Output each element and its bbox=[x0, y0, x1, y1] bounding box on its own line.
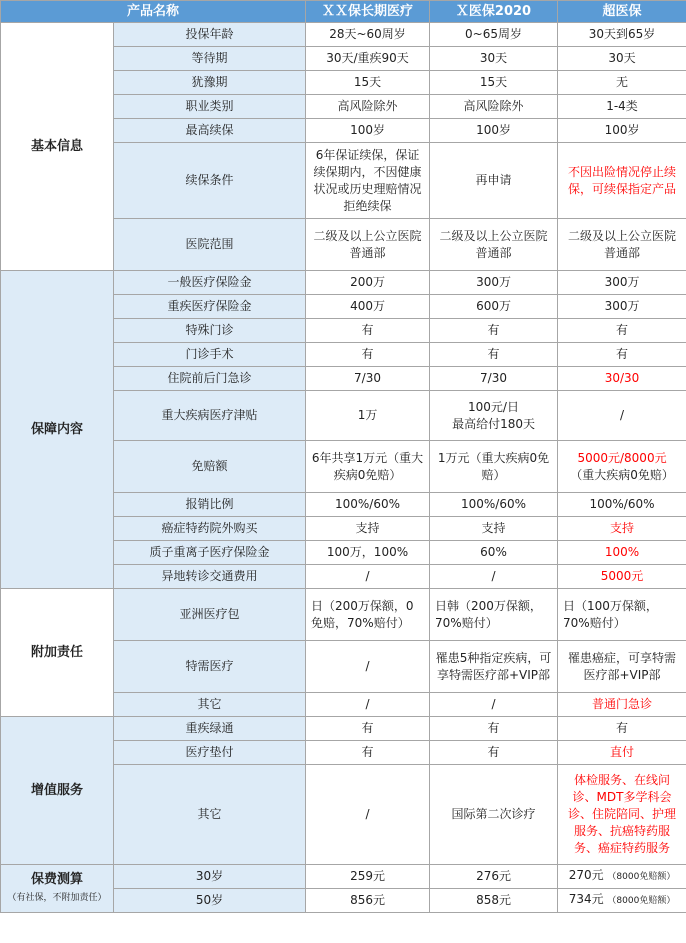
table-row bbox=[1, 717, 686, 741]
row-label: 异地转诊交通费用 bbox=[114, 565, 306, 589]
cell: 28天~60周岁 bbox=[306, 23, 430, 47]
cell: 6年共享1万元（重大疾病0免赔） bbox=[306, 441, 430, 493]
cell: 276元 bbox=[430, 865, 558, 889]
cell: 罹患5种指定疾病，可享特需医疗部+VIP部 bbox=[430, 641, 558, 693]
cell: 300万 bbox=[430, 271, 558, 295]
premium-title: 保费测算 bbox=[30, 871, 83, 887]
cell: 日韩（200万保额，70%赔付） bbox=[430, 589, 558, 641]
category-value-added: 增值服务 bbox=[1, 717, 114, 865]
cell: 15天 bbox=[430, 71, 558, 95]
cell: 259元 bbox=[306, 865, 430, 889]
cell: 高风险除外 bbox=[430, 95, 558, 119]
row-label: 门诊手术 bbox=[114, 343, 306, 367]
cell: 300万 bbox=[558, 295, 686, 319]
cell: 100岁 bbox=[430, 119, 558, 143]
cell: 856元 bbox=[306, 889, 430, 913]
cell: 1万 bbox=[306, 391, 430, 441]
cell: 858元 bbox=[430, 889, 558, 913]
cell bbox=[558, 441, 686, 493]
cell: 6年保证续保，保证续保期内，不因健康状况或历史理赔情况拒绝续保 bbox=[306, 143, 430, 219]
cell: 100%/60% bbox=[306, 493, 430, 517]
cell: / bbox=[306, 641, 430, 693]
cell: 30天 bbox=[558, 47, 686, 71]
cell: 30天到65岁 bbox=[558, 23, 686, 47]
cell: 100%/60% bbox=[430, 493, 558, 517]
cell: 30天 bbox=[430, 47, 558, 71]
cell: 再申请 bbox=[430, 143, 558, 219]
table-row bbox=[1, 589, 686, 641]
cell bbox=[558, 889, 686, 913]
row-label: 医院范围 bbox=[114, 219, 306, 271]
row-label: 最高续保 bbox=[114, 119, 306, 143]
cell-highlight: 5000元 bbox=[558, 565, 686, 589]
category-additional: 附加责任 bbox=[1, 589, 114, 717]
row-label: 50岁 bbox=[114, 889, 306, 913]
row-label: 住院前后门急诊 bbox=[114, 367, 306, 391]
cell: 100岁 bbox=[306, 119, 430, 143]
cell: 有 bbox=[306, 717, 430, 741]
cell: 1-4类 bbox=[558, 95, 686, 119]
cell-highlight: 100% bbox=[558, 541, 686, 565]
cell: 100元/日 最高给付180天 bbox=[430, 391, 558, 441]
cell: 100岁 bbox=[558, 119, 686, 143]
cell-highlight: 直付 bbox=[558, 741, 686, 765]
cell: / bbox=[430, 693, 558, 717]
table-row bbox=[1, 23, 686, 47]
cell: 200万 bbox=[306, 271, 430, 295]
deductible-note: （重大疾病0免赔） bbox=[570, 467, 674, 482]
cell: 日（200万保额，0免赔，70%赔付） bbox=[306, 589, 430, 641]
row-label: 报销比例 bbox=[114, 493, 306, 517]
premium-note: （有社保，不附加责任） bbox=[7, 892, 107, 903]
row-label: 其它 bbox=[114, 765, 306, 865]
table-row bbox=[1, 865, 686, 889]
deductible-highlight: 5000元/8000元 bbox=[577, 450, 667, 465]
cell: 有 bbox=[430, 343, 558, 367]
row-label: 医疗垫付 bbox=[114, 741, 306, 765]
cell: 100万，100% bbox=[306, 541, 430, 565]
premium-value: 270元 bbox=[568, 868, 604, 882]
category-premium bbox=[1, 865, 114, 913]
cell: / bbox=[306, 693, 430, 717]
cell: 400万 bbox=[306, 295, 430, 319]
cell: 有 bbox=[306, 741, 430, 765]
cell: 有 bbox=[306, 319, 430, 343]
cell: 有 bbox=[558, 319, 686, 343]
category-basic: 基本信息 bbox=[1, 23, 114, 271]
cell: 二级及以上公立医院普通部 bbox=[430, 219, 558, 271]
cell-highlight: 30/30 bbox=[558, 367, 686, 391]
row-label: 重大疾病医疗津贴 bbox=[114, 391, 306, 441]
cell: 有 bbox=[558, 343, 686, 367]
cell: 国际第二次诊疗 bbox=[430, 765, 558, 865]
row-label: 一般医疗保险金 bbox=[114, 271, 306, 295]
cell: 二级及以上公立医院普通部 bbox=[306, 219, 430, 271]
header-row bbox=[1, 1, 686, 23]
cell-highlight: 支持 bbox=[558, 517, 686, 541]
row-label: 犹豫期 bbox=[114, 71, 306, 95]
row-label: 癌症特药院外购买 bbox=[114, 517, 306, 541]
row-label: 职业类别 bbox=[114, 95, 306, 119]
row-label: 重疾医疗保险金 bbox=[114, 295, 306, 319]
cell: 7/30 bbox=[430, 367, 558, 391]
cell-highlight: 不因出险情况停止续保，可续保指定产品 bbox=[558, 143, 686, 219]
premium-deductible-note: （8000免赔额） bbox=[607, 872, 676, 882]
row-label: 质子重离子医疗保险金 bbox=[114, 541, 306, 565]
cell: 有 bbox=[558, 717, 686, 741]
cell: / bbox=[306, 565, 430, 589]
cell: 600万 bbox=[430, 295, 558, 319]
cell-highlight: 体检服务、在线问诊、MDT多学科会诊、住院陪同、护理服务、抗癌特药服务、癌症特药服务 bbox=[558, 765, 686, 865]
row-label: 其它 bbox=[114, 693, 306, 717]
header-product-3: 超医保 bbox=[558, 1, 686, 23]
cell: / bbox=[558, 391, 686, 441]
row-label: 30岁 bbox=[114, 865, 306, 889]
row-label: 免赔额 bbox=[114, 441, 306, 493]
row-label: 重疾绿通 bbox=[114, 717, 306, 741]
row-label: 特需医疗 bbox=[114, 641, 306, 693]
cell: 有 bbox=[430, 717, 558, 741]
cell-highlight: 普通门急诊 bbox=[558, 693, 686, 717]
cell: 支持 bbox=[306, 517, 430, 541]
cell: 300万 bbox=[558, 271, 686, 295]
cell: 日（100万保额，70%赔付） bbox=[558, 589, 686, 641]
cell: / bbox=[306, 765, 430, 865]
cell: 有 bbox=[430, 741, 558, 765]
cell: 有 bbox=[306, 343, 430, 367]
row-label: 等待期 bbox=[114, 47, 306, 71]
header-product-name: 产品名称 bbox=[1, 1, 306, 23]
cell bbox=[558, 865, 686, 889]
premium-deductible-note: （8000免赔额） bbox=[607, 896, 676, 906]
cell: 高风险除外 bbox=[306, 95, 430, 119]
row-label: 续保条件 bbox=[114, 143, 306, 219]
header-product-2: Ｘ医保2020 bbox=[430, 1, 558, 23]
cell: 有 bbox=[430, 319, 558, 343]
cell: 7/30 bbox=[306, 367, 430, 391]
category-coverage: 保障内容 bbox=[1, 271, 114, 589]
cell: 15天 bbox=[306, 71, 430, 95]
cell: / bbox=[430, 565, 558, 589]
cell: 无 bbox=[558, 71, 686, 95]
row-label: 亚洲医疗包 bbox=[114, 589, 306, 641]
cell: 100%/60% bbox=[558, 493, 686, 517]
cell: 支持 bbox=[430, 517, 558, 541]
cell: 1万元（重大疾病0免赔） bbox=[430, 441, 558, 493]
row-label: 投保年龄 bbox=[114, 23, 306, 47]
row-label: 特殊门诊 bbox=[114, 319, 306, 343]
cell: 罹患癌症，可享特需医疗部+VIP部 bbox=[558, 641, 686, 693]
header-product-1: ＸＸ保长期医疗 bbox=[306, 1, 430, 23]
cell: 二级及以上公立医院普通部 bbox=[558, 219, 686, 271]
premium-value: 734元 bbox=[568, 892, 604, 906]
cell: 60% bbox=[430, 541, 558, 565]
cell: 30天/重疾90天 bbox=[306, 47, 430, 71]
table-row bbox=[1, 271, 686, 295]
cell: 0~65周岁 bbox=[430, 23, 558, 47]
